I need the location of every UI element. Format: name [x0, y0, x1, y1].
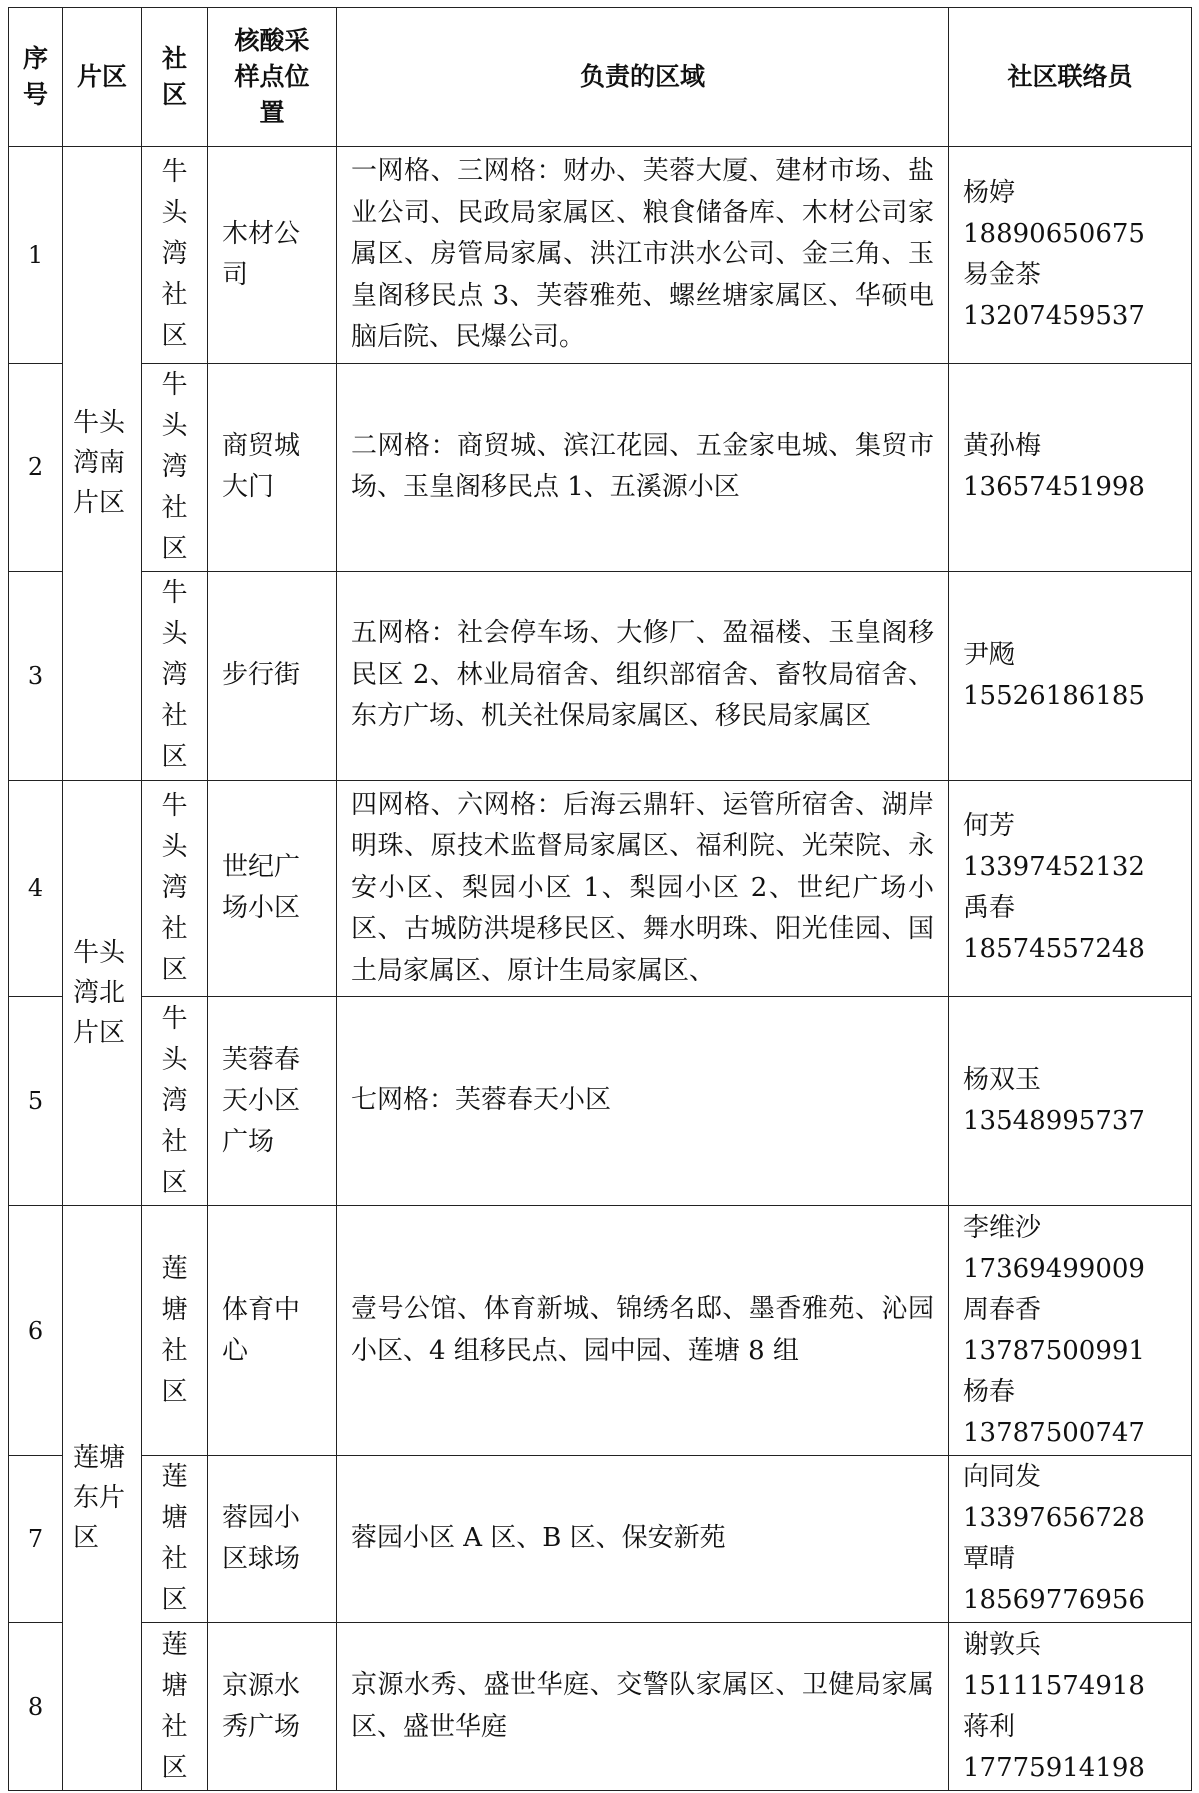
area-cell: 牛头 湾北 片区 [63, 780, 142, 1206]
site-cell: 世纪广 场小区 [208, 780, 337, 997]
row-seq: 4 [9, 780, 63, 997]
contact-cell: 向同发 13397656728 覃晴 18569776956 [949, 1456, 1192, 1623]
community-cell: 莲 塘 社 区 [142, 1456, 208, 1623]
table-row [9, 997, 1192, 1206]
site-cell: 步行街 [208, 571, 337, 780]
table-row [9, 363, 1192, 571]
sampling-table [8, 7, 1192, 1791]
community-cell: 牛 头 湾 社 区 [142, 997, 208, 1206]
area-cell: 莲塘 东片 区 [63, 1206, 142, 1791]
community-cell: 牛 头 湾 社 区 [142, 571, 208, 780]
row-seq: 5 [9, 997, 63, 1206]
responsible-cell: 七网格：芙蓉春天小区 [337, 997, 949, 1206]
row-seq: 8 [9, 1623, 63, 1791]
responsible-cell: 四网格、六网格：后海云鼎轩、运管所宿舍、湖岸明珠、原技术监督局家属区、福利院、光荣院、永安小区、梨园小区 1、梨园小区 2、世纪广场小区、古城防洪堤移民区、舞水明珠、阳光佳园、国土局家属区、原计生局家属区、 [337, 780, 949, 997]
header-area: 片区 [63, 8, 142, 147]
table-row [9, 1456, 1192, 1623]
header-contact: 社区联络员 [949, 8, 1192, 147]
site-cell: 木材公 司 [208, 147, 337, 364]
table-row [9, 147, 1192, 364]
contact-cell: 杨婷 18890650675 易金茶 13207459537 [949, 147, 1192, 364]
header-row [9, 8, 1192, 147]
contact-cell: 谢敦兵 15111574918 蒋利 17775914198 [949, 1623, 1192, 1791]
row-seq: 2 [9, 363, 63, 571]
site-cell: 体育中 心 [208, 1206, 337, 1456]
row-seq: 6 [9, 1206, 63, 1456]
table-row [9, 1206, 1192, 1456]
responsible-cell: 一网格、三网格：财办、芙蓉大厦、建材市场、盐业公司、民政局家属区、粮食储备库、木材公司家属区、房管局家属、洪江市洪水公司、金三角、玉皇阁移民点 3、芙蓉雅苑、螺丝塘家属区、华硕电脑后院、民爆公司。 [337, 147, 949, 364]
community-cell: 莲 塘 社 区 [142, 1206, 208, 1456]
community-cell: 牛 头 湾 社 区 [142, 363, 208, 571]
header-site: 核酸采 样点位 置 [208, 8, 337, 147]
community-cell: 牛 头 湾 社 区 [142, 780, 208, 997]
contact-cell: 杨双玉 13548995737 [949, 997, 1192, 1206]
contact-cell: 尹飏 15526186185 [949, 571, 1192, 780]
contact-cell: 黄孙梅 13657451998 [949, 363, 1192, 571]
table-row [9, 571, 1192, 780]
contact-cell: 何芳 13397452132 禹春 18574557248 [949, 780, 1192, 997]
responsible-cell: 五网格：社会停车场、大修厂、盈福楼、玉皇阁移民区 2、林业局宿舍、组织部宿舍、畜牧局宿舍、东方广场、机关社保局家属区、移民局家属区 [337, 571, 949, 780]
header-seq: 序 号 [9, 8, 63, 147]
responsible-cell: 二网格：商贸城、滨江花园、五金家电城、集贸市场、玉皇阁移民点 1、五溪源小区 [337, 363, 949, 571]
site-cell: 商贸城 大门 [208, 363, 337, 571]
table-row [9, 780, 1192, 997]
contact-cell: 李维沙 17369499009 周春香 13787500991 杨春 13787500747 [949, 1206, 1192, 1456]
responsible-cell: 壹号公馆、体育新城、锦绣名邸、墨香雅苑、沁园小区、4 组移民点、园中园、莲塘 8 组 [337, 1206, 949, 1456]
row-seq: 3 [9, 571, 63, 780]
header-responsible: 负责的区域 [337, 8, 949, 147]
site-cell: 京源水 秀广场 [208, 1623, 337, 1791]
site-cell: 芙蓉春 天小区 广场 [208, 997, 337, 1206]
header-community: 社 区 [142, 8, 208, 147]
community-cell: 莲 塘 社 区 [142, 1623, 208, 1791]
area-cell: 牛头 湾南 片区 [63, 147, 142, 781]
site-cell: 蓉园小 区球场 [208, 1456, 337, 1623]
row-seq: 7 [9, 1456, 63, 1623]
responsible-cell: 京源水秀、盛世华庭、交警队家属区、卫健局家属区、盛世华庭 [337, 1623, 949, 1791]
table-row [9, 1623, 1192, 1791]
row-seq: 1 [9, 147, 63, 364]
community-cell: 牛 头 湾 社 区 [142, 147, 208, 364]
responsible-cell: 蓉园小区 A 区、B 区、保安新苑 [337, 1456, 949, 1623]
